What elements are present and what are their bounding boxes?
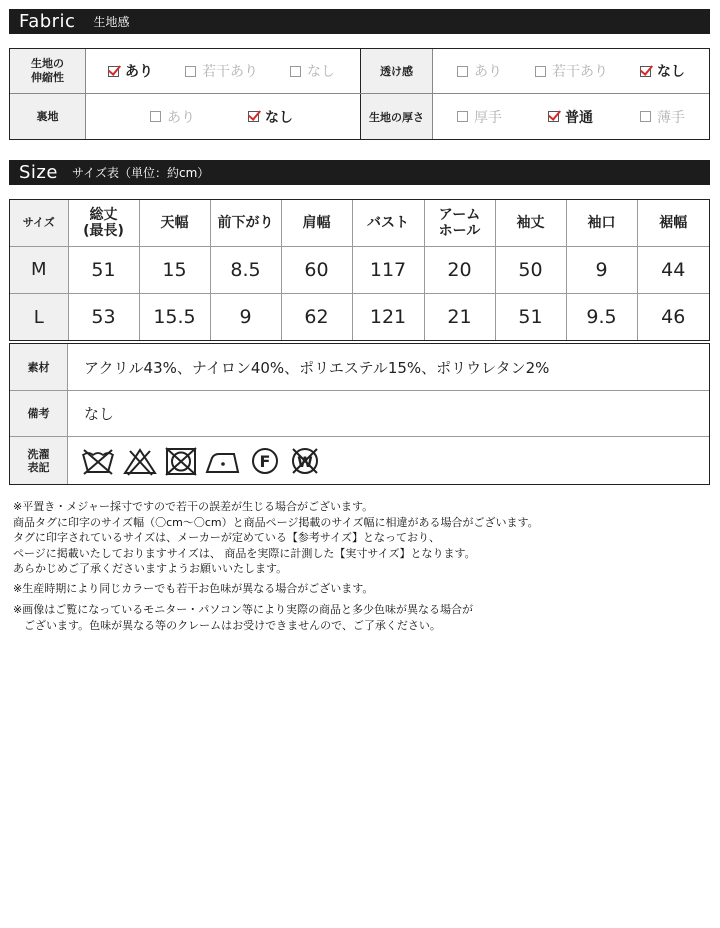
header-sleeve-length: 袖丈	[495, 200, 566, 246]
sheer-option-jakkan: 若干あり	[535, 61, 608, 81]
thickness-option-usude: 薄手	[640, 107, 685, 127]
thickness-option-futsu: 普通	[548, 107, 593, 127]
size-cell: 117	[352, 246, 424, 294]
checkbox-icon	[457, 111, 468, 122]
sheer-label: 透け感	[361, 49, 433, 93]
size-cell: 53	[68, 294, 139, 340]
header-hem: 裾幅	[637, 200, 709, 246]
fabric-section-header	[9, 9, 710, 34]
checkbox-icon	[640, 111, 651, 122]
checkbox-checked-icon	[640, 66, 651, 77]
stretch-option-ari: あり	[108, 61, 153, 81]
sheer-option-ari: あり	[457, 61, 502, 81]
size-title-jp: サイズ表（単位：約cm）	[71, 166, 210, 180]
info-table	[9, 343, 710, 485]
fabric-row-1	[10, 49, 709, 94]
lining-option-ari: あり	[150, 107, 195, 127]
remarks-row	[10, 391, 709, 437]
material-row	[10, 343, 709, 391]
lining-label: 裏地	[10, 94, 86, 139]
thickness-option-atsude: 厚手	[457, 107, 502, 127]
size-cell: L	[10, 294, 68, 340]
no-bleach-icon	[122, 446, 158, 476]
checkbox-checked-icon	[108, 66, 119, 77]
fabric-title-jp: 生地感	[93, 15, 130, 29]
sheer-options	[433, 49, 709, 93]
note-line: ※画像はご覧になっているモニター・パソコン等により実際の商品と多少色味が異なる場合が	[13, 603, 473, 616]
remarks-label: 備考	[10, 391, 68, 436]
no-wet-clean-icon	[288, 446, 322, 476]
checkbox-checked-icon	[248, 111, 259, 122]
stretch-label: 生地の 伸縮性	[10, 49, 86, 93]
stretch-options	[86, 49, 361, 93]
stretch-option-jakkan: 若干あり	[185, 61, 258, 81]
size-cell: 15.5	[139, 294, 210, 340]
material-value: アクリル43%、ナイロン40%、ポリエステル15%、ポリウレタン2%	[84, 358, 550, 377]
care-icons	[68, 437, 322, 484]
sheer-option-nashi: なし	[640, 61, 685, 81]
note-line: ※平置き・メジャー採寸ですので若干の誤差が生じる場合がございます。	[13, 500, 374, 513]
no-wash-icon	[80, 446, 116, 476]
checkbox-icon	[150, 111, 161, 122]
size-cell: 62	[281, 294, 352, 340]
size-cell: 20	[424, 246, 495, 294]
size-cell: 9.5	[566, 294, 637, 340]
size-cell: 15	[139, 246, 210, 294]
thickness-label: 生地の厚さ	[361, 94, 433, 139]
header-cuff: 袖口	[566, 200, 637, 246]
note-line: タグに印字されているサイズは、メーカーが定めている【参考サイズ】となっており、	[13, 531, 441, 544]
header-neck-width: 天幅	[139, 200, 210, 246]
checkbox-icon	[185, 66, 196, 77]
fabric-table	[9, 48, 710, 140]
size-section-header	[9, 160, 710, 185]
size-table	[9, 199, 710, 341]
size-cell: 44	[637, 246, 709, 294]
size-cell: M	[10, 246, 68, 294]
notes	[13, 499, 713, 633]
washing-label: 洗濯 表記	[10, 437, 68, 484]
header-armhole: アーム ホール	[424, 200, 495, 246]
size-title-en: Size	[19, 162, 58, 183]
size-header-row	[10, 200, 709, 246]
size-cell: 51	[495, 294, 566, 340]
header-shoulder: 肩幅	[281, 200, 352, 246]
header-size: サイズ	[10, 200, 68, 246]
lining-options	[86, 94, 361, 139]
note-line: 商品タグに印字のサイズ幅（〇cm〜〇cm）と商品ページ掲載のサイズ幅に相違がある場合がございます。	[13, 515, 539, 529]
header-front-drop: 前下がり	[210, 200, 281, 246]
thickness-options	[433, 94, 709, 139]
checkbox-checked-icon	[548, 111, 559, 122]
low-iron-icon	[204, 446, 242, 476]
checkbox-icon	[290, 66, 301, 77]
checkbox-icon	[457, 66, 468, 77]
fabric-title-en: Fabric	[19, 11, 76, 32]
note-line: ページに掲載いたしておりますサイズは、 商品を実際に計測した【実寸サイズ】となります。	[13, 546, 476, 560]
no-tumble-dry-icon	[164, 446, 198, 476]
note-line: ※生産時期により同じカラーでも若干お色味が異なる場合がございます。	[13, 581, 374, 595]
size-cell: 21	[424, 294, 495, 340]
washing-row	[10, 437, 709, 484]
size-cell: 60	[281, 246, 352, 294]
fabric-row-2	[10, 94, 709, 139]
size-cell: 8.5	[210, 246, 281, 294]
size-row-l	[10, 294, 709, 340]
remarks-value: なし	[84, 405, 115, 423]
size-cell: 9	[566, 246, 637, 294]
lining-option-nashi: なし	[248, 107, 293, 127]
size-cell: 121	[352, 294, 424, 340]
material-label: 素材	[10, 344, 68, 390]
dry-clean-f-icon	[248, 446, 282, 476]
svg-text:W: W	[297, 454, 313, 471]
note-line: ございます。色味が異なる等のクレームはお受けできませんので、ご了承ください。	[13, 618, 441, 632]
checkbox-icon	[535, 66, 546, 77]
size-cell: 46	[637, 294, 709, 340]
size-row-m	[10, 246, 709, 294]
size-cell: 50	[495, 246, 566, 294]
size-cell: 51	[68, 246, 139, 294]
stretch-option-nashi: なし	[290, 61, 335, 81]
note-line: あらかじめご了承くださいますようお願いいたします。	[13, 562, 288, 575]
header-bust: バスト	[352, 200, 424, 246]
header-length: 総丈 (最長)	[68, 200, 139, 246]
size-cell: 9	[210, 294, 281, 340]
svg-text:F: F	[259, 451, 271, 471]
